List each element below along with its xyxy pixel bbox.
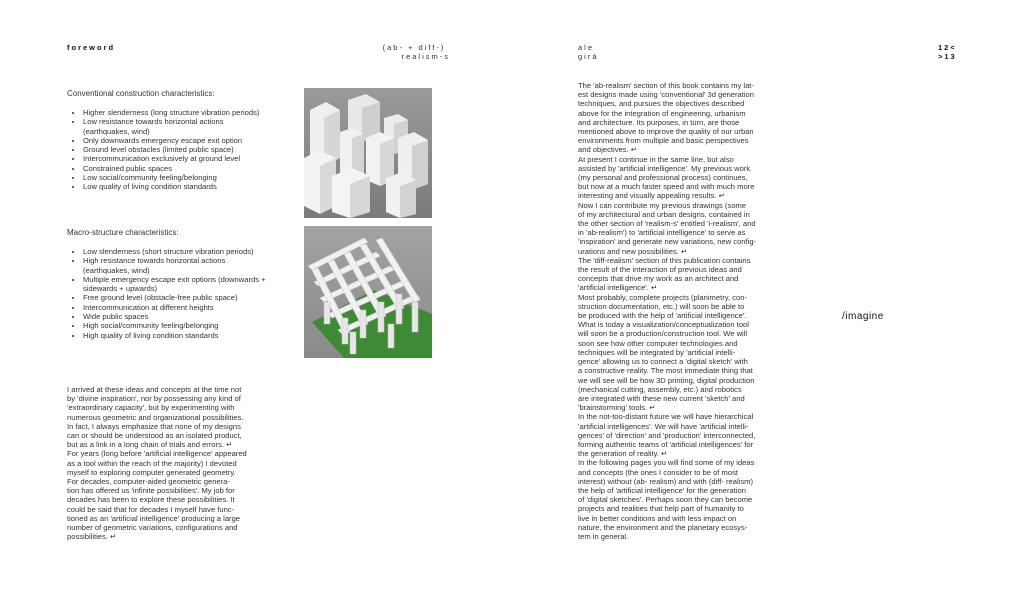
list-item: • Intercommunication exclusively at ground level — [83, 154, 267, 163]
list-item: • Low resistance towards horizontal actions (earthquakes, wind) — [83, 117, 267, 136]
macro-render-svg — [304, 226, 432, 358]
list-item: • Wide public spaces — [83, 312, 267, 321]
author-name — [578, 43, 599, 61]
macro-section — [67, 228, 267, 340]
page-number-left: 12< — [938, 43, 957, 52]
book-title — [378, 43, 450, 61]
conventional-list — [67, 108, 267, 192]
book-title-line1: (ab- + diff-) — [382, 43, 446, 52]
page-number-right: >13 — [938, 52, 957, 61]
buildings-render-svg — [304, 88, 432, 218]
right-body-text: The 'ab-realism' section of this book contains my lat- est designs made using 'conventional' 3d generation techniques, and pursues the objectives described above for the integration of engineering, urbanism and architecture. Its purposes, in turn, are those mentioned above to improve the quality of our urban environments from multiple and basic perspectives and objectives. ↵ At present I continue in the same line, but also assisted by 'artificial intelligence'. My previous work (my personal and professional process) continues, but now at a much faster speed and with much more interesting and visually appealing results. ↵ Now I can contribute my previous drawings (some of my architectural and urban designs, contained in the other section of 'realism-s' entitled 'i-realism', and in 'ab-realism') to 'artificial intelligence' to serve as 'inspiration' and generate new variations, new config- urations and new possibilities. ↵ The 'diff-realism' section of this publication contains the result of the interaction of previous ideas and concepts that drive my work as an architect and 'artificial intelligence'. ↵ Most probably, complete projects (planimetry, con- struction documentation, etc.) will soon be able to be produced with the help of 'artificial intelligence'. What is today a visualization/conceptualization tool will soon be a production/construction tool. We will soon see how other computer technologies and techniques will be integrated by 'artificial intelli- gence' allowing us to connect a 'digital sketch' with a constructive reality. The most immediate thing that we will see will be how 3D printing, digital production (mechanical cutting, assembly, etc.) and robotics are integrated with these new current 'sketch' and 'brainstorming' tools. ↵ In the not-too-distant future we will have hierarchical 'artificial intelligences'. We will have 'artificial intelli- gences' of 'direction' and 'production' interconnected, forming authentic teams of 'artificial intelligences' for the generation of reality. ↵ In the following pages you will find some of my ideas and concepts (the ones I consider to be of most interest) without (ab- realism) and with (diff- realism) the help of 'artificial intelligence' for the generation of 'digital sketches'. Perhaps soon they can become projects and realities that help part of humanity to live in better conditions and with less impact on nature, the environment and the planetary ecosys- tem in general. — [578, 81, 757, 541]
macro-structure-render — [304, 226, 432, 358]
list-item: • High quality of living condition standards — [83, 331, 267, 340]
list-item: • Low quality of living condition standards — [83, 182, 267, 191]
list-item: • Constrained public spaces — [83, 164, 267, 173]
book-title-line2: realism-s — [401, 52, 450, 61]
list-item: • Intercommunication at different heights — [83, 303, 267, 312]
macro-title: Macro-structure characteristics: — [67, 228, 179, 237]
list-item: • Multiple emergency escape exit options (downwards + sidewards + upwards) — [83, 275, 267, 294]
page-numbers — [938, 43, 957, 61]
list-item: • Ground level obstacles (limited public space) — [83, 145, 267, 154]
conventional-buildings-render — [304, 88, 432, 218]
list-item: • Low slenderness (short structure vibration periods) — [83, 247, 267, 256]
macro-list — [67, 247, 267, 340]
section-title: foreword — [67, 43, 116, 52]
list-item: • Higher slenderness (long structure vibration periods) — [83, 108, 267, 117]
author-line2: girá — [578, 52, 599, 61]
imagine-label: /imagine — [842, 311, 884, 322]
list-item: • Free ground level (obstacle-free public space) — [83, 293, 267, 302]
list-item: • High social/community feeling/belonging — [83, 321, 267, 330]
list-item: • Low social/community feeling/belonging — [83, 173, 267, 182]
author-line1: ale — [578, 43, 595, 52]
list-item: • Only downwards emergency escape exit option — [83, 136, 267, 145]
conventional-section — [67, 89, 267, 192]
conventional-title: Conventional construction characteristics: — [67, 89, 215, 98]
list-item: • High resistance towards horizontal actions (earthquakes, wind) — [83, 256, 267, 275]
left-body-text: I arrived at these ideas and concepts at the time not by 'divine inspiration', nor by possessing any kind of 'extraordinary capacity', but by experimenting with numerous geometric and organizational possibilities. In fact, I always emphasize that none of my designs can or should be understood as an isolated product, but as a link in a long chain of trials and errors. ↵ For years (long before 'artificial intelligence' appeared as a tool within the reach of the majority) I devoted myself to exploring computer generated geometry. For decades, computer-aided geometric genera- tion has offered us 'infinite possibilities'. My job for decades has been to explore these possibilities. It could be said that for decades I myself have func- tioned as an 'artificial intelligence' producing a large number of geometric variations, configurations and possibilities. ↵ — [67, 385, 247, 542]
